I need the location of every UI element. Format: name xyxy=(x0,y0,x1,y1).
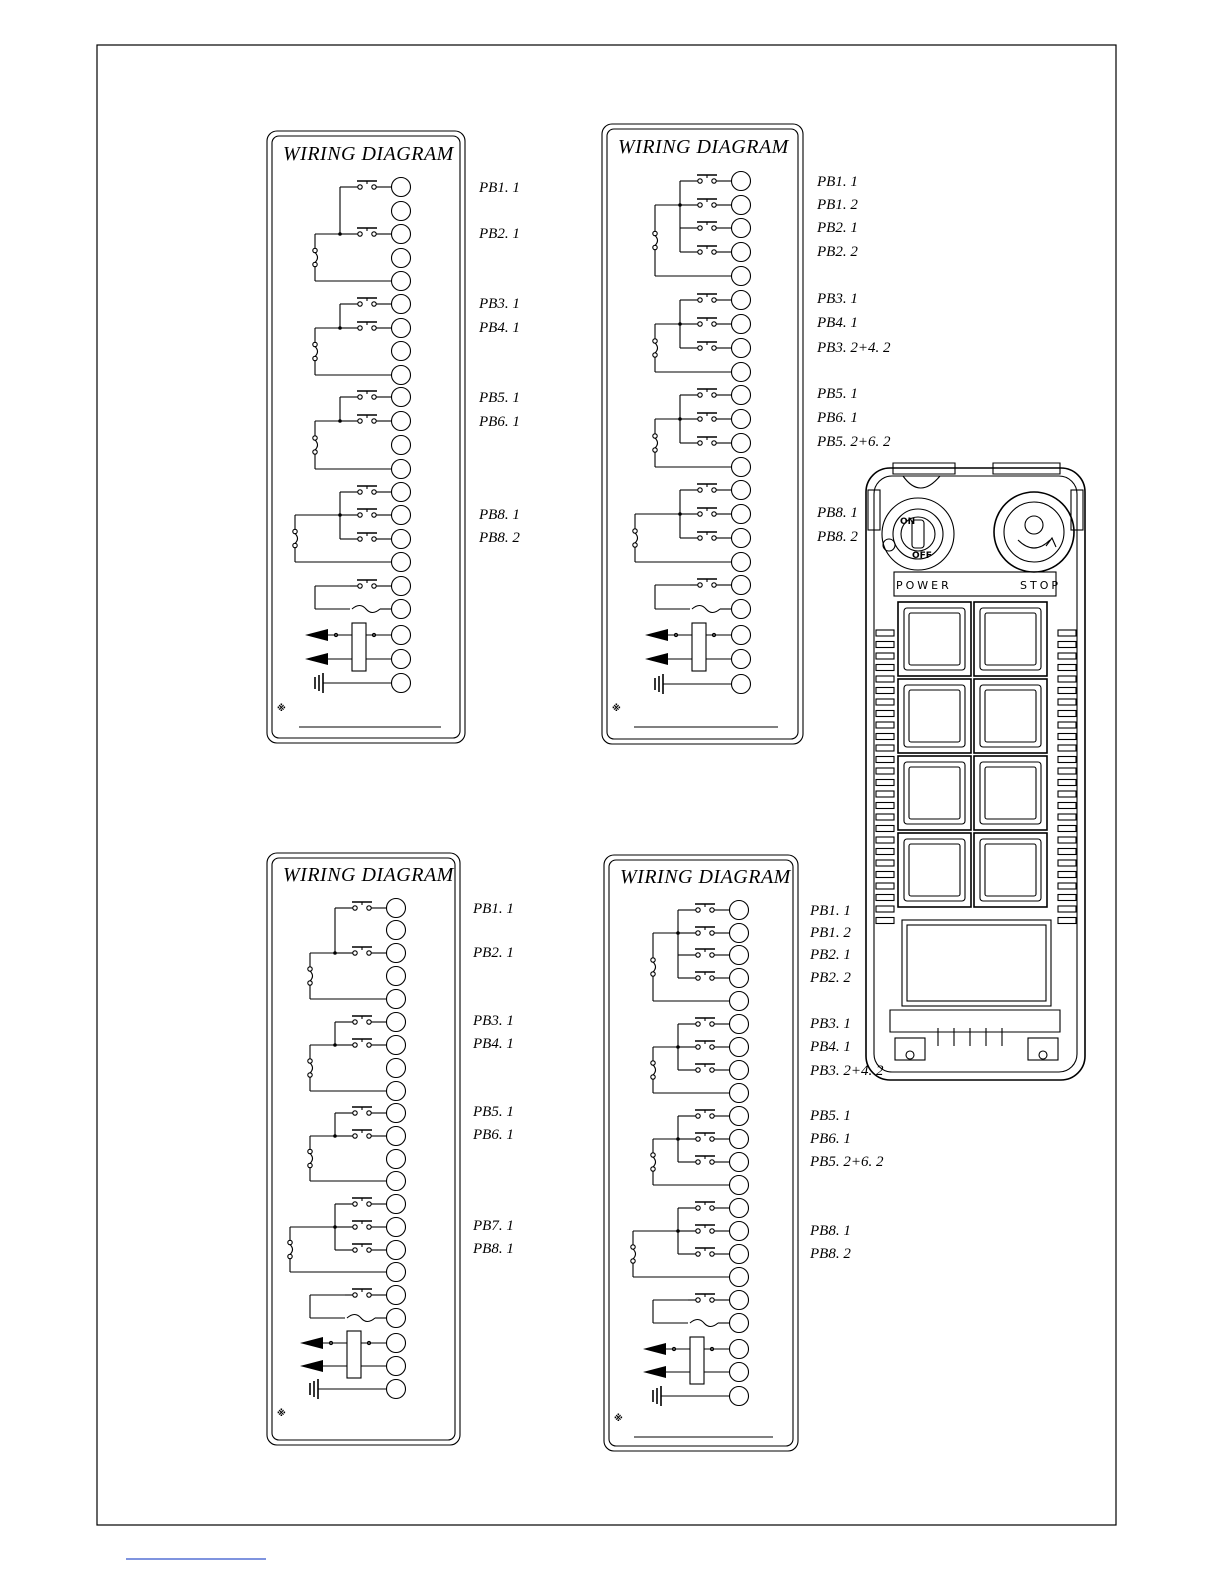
terminal-circle-icon xyxy=(730,1268,749,1287)
panel-title: WIRING DIAGRAM xyxy=(618,136,789,158)
terminal-circle-icon xyxy=(730,1176,749,1195)
push-switch-icon xyxy=(690,318,728,326)
terminal-circle-icon xyxy=(732,291,751,310)
terminal-circle-icon xyxy=(387,1309,406,1328)
pin-label: PB5. 1 xyxy=(479,390,520,406)
terminal-circle-icon xyxy=(387,1286,406,1305)
grip-rib xyxy=(876,768,894,774)
terminal-circle-icon xyxy=(387,1104,406,1123)
terminal-circle-icon xyxy=(730,1387,749,1406)
terminal-circle-icon xyxy=(730,1015,749,1034)
push-switch-icon xyxy=(690,222,728,230)
fuse-icon xyxy=(653,434,658,452)
grip-rib xyxy=(1058,906,1076,912)
terminal-circle-icon xyxy=(730,1314,749,1333)
terminal-circle-icon xyxy=(392,295,411,314)
pin-label: PB4. 1 xyxy=(817,315,858,331)
grip-rib xyxy=(1058,665,1076,671)
pin-label: PB3. 2+4. 2 xyxy=(810,1063,884,1079)
asterisk-icon: ※ xyxy=(277,704,286,714)
terminal-circle-icon xyxy=(732,505,751,524)
push-switch-icon xyxy=(350,580,388,588)
ground-icon xyxy=(315,673,323,693)
grip-rib xyxy=(876,642,894,648)
fuse-icon xyxy=(308,1149,313,1167)
grip-rib xyxy=(876,711,894,717)
terminal-circle-icon xyxy=(392,483,411,502)
pin-label: PB4. 1 xyxy=(810,1039,851,1055)
grip-rib xyxy=(1058,814,1076,820)
terminal-circle-icon xyxy=(387,899,406,918)
terminal-circle-icon xyxy=(732,315,751,334)
fuse-icon xyxy=(308,1059,313,1077)
push-switch-icon xyxy=(690,294,728,302)
terminal-circle-icon xyxy=(732,386,751,405)
pin-label: PB8. 2 xyxy=(817,529,858,545)
push-switch-icon xyxy=(345,1244,383,1252)
asterisk-icon: ※ xyxy=(612,704,621,714)
fuse-icon xyxy=(653,231,658,249)
pin-label: PB6. 1 xyxy=(817,410,858,426)
pin-label: PB2. 1 xyxy=(810,947,851,963)
push-button-grid xyxy=(898,602,1047,907)
terminal-circle-icon xyxy=(732,339,751,358)
pin-label: PB4. 1 xyxy=(473,1036,514,1052)
terminal-circle-icon xyxy=(730,1130,749,1149)
grip-rib xyxy=(1058,642,1076,648)
grip-rib xyxy=(1058,895,1076,901)
grip-rib xyxy=(876,872,894,878)
grip-rib xyxy=(1058,757,1076,763)
push-switch-icon xyxy=(688,1225,726,1233)
push-button-7 xyxy=(898,833,971,907)
push-switch-icon xyxy=(350,181,388,189)
grip-rib xyxy=(1058,791,1076,797)
fuse-icon xyxy=(651,958,656,976)
grip-rib xyxy=(876,653,894,659)
push-switch-icon xyxy=(690,437,728,445)
push-switch-icon xyxy=(688,1248,726,1256)
terminal-circle-icon xyxy=(387,1172,406,1191)
push-switch-icon xyxy=(688,1156,726,1164)
terminal-circle-icon xyxy=(387,1127,406,1146)
grip-rib xyxy=(876,860,894,866)
ground-icon xyxy=(310,1379,318,1399)
terminal-circle-icon xyxy=(392,553,411,572)
grip-rib xyxy=(1058,711,1076,717)
key-off-label: OFF xyxy=(912,551,932,561)
terminal-circle-icon xyxy=(392,436,411,455)
terminal-circle-icon xyxy=(730,901,749,920)
grip-rib xyxy=(1058,883,1076,889)
grip-rib xyxy=(876,826,894,832)
push-switch-icon xyxy=(350,298,388,306)
push-switch-icon xyxy=(345,1289,383,1297)
key-on-label: ON xyxy=(900,517,916,527)
wiring-panel-2 xyxy=(602,124,891,744)
push-switch-icon xyxy=(690,508,728,516)
grip-rib xyxy=(1058,826,1076,832)
push-switch-icon xyxy=(690,484,728,492)
terminal-circle-icon xyxy=(392,460,411,479)
terminal-circle-icon xyxy=(732,196,751,215)
terminal-circle-icon xyxy=(387,1082,406,1101)
grip-rib xyxy=(1058,837,1076,843)
terminal-circle-icon xyxy=(392,577,411,596)
terminal-circle-icon xyxy=(387,1357,406,1376)
fuse-icon xyxy=(308,967,313,985)
push-switch-icon xyxy=(688,949,726,957)
grip-rib xyxy=(876,895,894,901)
asterisk-icon: ※ xyxy=(277,1409,286,1419)
push-switch-icon xyxy=(690,175,728,183)
pin-label: PB8. 1 xyxy=(817,505,858,521)
grip-rib xyxy=(1058,722,1076,728)
terminal-circle-icon xyxy=(730,1291,749,1310)
push-switch-icon xyxy=(345,1221,383,1229)
asterisk-icon: ※ xyxy=(614,1414,623,1424)
circuit-3 xyxy=(288,899,406,1400)
terminal-circle-icon xyxy=(730,1084,749,1103)
arrow-icon xyxy=(645,653,668,665)
terminal-circle-icon xyxy=(392,366,411,385)
grip-rib xyxy=(876,676,894,682)
circuit-1 xyxy=(293,178,411,694)
terminal-circle-icon xyxy=(730,1107,749,1126)
terminal-circle-icon xyxy=(732,600,751,619)
grip-rib xyxy=(1058,745,1076,751)
terminal-circle-icon xyxy=(730,1363,749,1382)
push-switch-icon xyxy=(688,1041,726,1049)
grip-rib xyxy=(876,883,894,889)
grip-rib xyxy=(876,906,894,912)
terminal-circle-icon xyxy=(392,388,411,407)
pin-label: PB8. 2 xyxy=(479,530,520,546)
terminal-circle-icon xyxy=(387,1150,406,1169)
terminal-circle-icon xyxy=(387,1059,406,1078)
arrow-icon xyxy=(305,653,328,665)
push-button-8 xyxy=(974,833,1047,907)
terminal-circle-icon xyxy=(730,924,749,943)
terminal-circle-icon xyxy=(732,410,751,429)
pin-label: PB5. 2+6. 2 xyxy=(810,1154,884,1170)
grip-rib xyxy=(1058,676,1076,682)
terminal-circle-icon xyxy=(392,626,411,645)
terminal-circle-icon xyxy=(387,944,406,963)
pin-label: PB5. 1 xyxy=(473,1104,514,1120)
grip-rib xyxy=(876,630,894,636)
fuse-icon xyxy=(651,1153,656,1171)
push-switch-icon xyxy=(688,927,726,935)
grip-rib xyxy=(876,918,894,924)
terminal-circle-icon xyxy=(392,600,411,619)
pin-label: PB1. 1 xyxy=(473,901,514,917)
push-switch-icon xyxy=(345,902,383,910)
terminal-circle-icon xyxy=(387,1036,406,1055)
fuse-icon xyxy=(293,529,298,547)
fuse-icon xyxy=(651,1061,656,1079)
pin-label: PB1. 2 xyxy=(817,197,858,213)
push-switch-icon xyxy=(688,1202,726,1210)
terminal-circle-icon xyxy=(387,1195,406,1214)
push-switch-icon xyxy=(688,1064,726,1072)
pin-label: PB2. 2 xyxy=(817,244,858,260)
terminal-circle-icon xyxy=(732,363,751,382)
push-switch-icon xyxy=(345,1198,383,1206)
pin-label: PB7. 1 xyxy=(473,1218,514,1234)
terminal-circle-icon xyxy=(730,946,749,965)
stop-label: STOP xyxy=(1020,579,1061,592)
arrow-icon xyxy=(305,629,328,641)
pin-label: PB3. 1 xyxy=(473,1013,514,1029)
terminal-circle-icon xyxy=(392,650,411,669)
push-switch-icon xyxy=(690,532,728,540)
terminal-circle-icon xyxy=(732,458,751,477)
terminal-circle-icon xyxy=(387,1241,406,1260)
ground-icon xyxy=(655,674,663,694)
grip-rib xyxy=(876,780,894,786)
push-switch-icon xyxy=(688,1133,726,1141)
terminal-circle-icon xyxy=(732,626,751,645)
arrow-icon xyxy=(645,629,668,641)
pin-label: PB1. 1 xyxy=(810,903,851,919)
push-switch-icon xyxy=(350,391,388,399)
arrow-icon xyxy=(300,1337,323,1349)
terminal-circle-icon xyxy=(730,1153,749,1172)
pin-label: PB6. 1 xyxy=(479,414,520,430)
terminal-circle-icon xyxy=(732,434,751,453)
terminal-circle-icon xyxy=(387,990,406,1009)
push-switch-icon xyxy=(688,972,726,980)
push-button-5 xyxy=(898,756,971,830)
fuse-icon xyxy=(653,339,658,357)
circuit-2 xyxy=(633,172,751,695)
pendant-controller xyxy=(866,463,1085,1080)
terminal-circle-icon xyxy=(387,1218,406,1237)
terminal-circle-icon xyxy=(392,674,411,693)
push-switch-icon xyxy=(350,415,388,423)
grip-rib xyxy=(1058,860,1076,866)
push-switch-icon xyxy=(350,533,388,541)
fuse-icon xyxy=(692,606,720,613)
push-switch-icon xyxy=(345,947,383,955)
arrow-icon xyxy=(643,1343,666,1355)
grip-rib xyxy=(876,745,894,751)
terminal-circle-icon xyxy=(732,553,751,572)
pin-label: PB5. 1 xyxy=(810,1108,851,1124)
pin-label: PB5. 1 xyxy=(817,386,858,402)
fuse-icon xyxy=(313,248,318,266)
grip-rib xyxy=(1058,803,1076,809)
grip-rib xyxy=(1058,630,1076,636)
grip-rib xyxy=(1058,734,1076,740)
terminal-circle-icon xyxy=(392,412,411,431)
grip-rib xyxy=(876,791,894,797)
push-switch-icon xyxy=(350,509,388,517)
pin-label: PB3. 2+4. 2 xyxy=(817,340,891,356)
arrow-icon xyxy=(643,1366,666,1378)
wiring-panel-1 xyxy=(267,131,520,743)
push-switch-icon xyxy=(690,579,728,587)
grip-rib xyxy=(876,688,894,694)
terminal-circle-icon xyxy=(392,272,411,291)
terminal-circle-icon xyxy=(732,267,751,286)
arrow-icon xyxy=(300,1360,323,1372)
terminal-circle-icon xyxy=(730,1038,749,1057)
terminal-circle-icon xyxy=(392,530,411,549)
pin-label: PB2. 1 xyxy=(817,220,858,236)
grip-rib xyxy=(1058,653,1076,659)
terminal-circle-icon xyxy=(392,506,411,525)
pin-label: PB1. 2 xyxy=(810,925,851,941)
pin-label: PB8. 1 xyxy=(479,507,520,523)
push-button-1 xyxy=(898,602,971,676)
grip-rib xyxy=(1058,872,1076,878)
terminal-circle-icon xyxy=(387,921,406,940)
terminal-circle-icon xyxy=(730,1222,749,1241)
terminal-circle-icon xyxy=(392,225,411,244)
fuse-icon xyxy=(690,1320,718,1327)
terminal-circle-icon xyxy=(732,529,751,548)
terminal-circle-icon xyxy=(387,1013,406,1032)
grip-rib xyxy=(876,665,894,671)
grip-rib xyxy=(1058,768,1076,774)
push-button-4 xyxy=(974,679,1047,753)
pin-label: PB1. 1 xyxy=(479,180,520,196)
terminal-circle-icon xyxy=(392,202,411,221)
terminal-circle-icon xyxy=(732,675,751,694)
pin-label: PB8. 1 xyxy=(473,1241,514,1257)
push-switch-icon xyxy=(690,342,728,350)
circuit-4 xyxy=(631,901,749,1407)
terminal-circle-icon xyxy=(387,1263,406,1282)
push-switch-icon xyxy=(688,1294,726,1302)
pin-label: PB6. 1 xyxy=(810,1131,851,1147)
fuse-icon xyxy=(288,1240,293,1258)
grip-rib xyxy=(876,722,894,728)
pin-label: PB4. 1 xyxy=(479,320,520,336)
grip-rib xyxy=(876,837,894,843)
pin-label: PB8. 2 xyxy=(810,1246,851,1262)
grip-rib xyxy=(876,849,894,855)
fuse-icon xyxy=(313,436,318,454)
terminal-circle-icon xyxy=(392,178,411,197)
push-switch-icon xyxy=(688,904,726,912)
terminal-circle-icon xyxy=(732,219,751,238)
push-button-6 xyxy=(974,756,1047,830)
terminal-circle-icon xyxy=(730,992,749,1011)
grip-rib xyxy=(876,757,894,763)
push-button-3 xyxy=(898,679,971,753)
ground-icon xyxy=(653,1386,661,1406)
push-switch-icon xyxy=(688,1110,726,1118)
terminal-circle-icon xyxy=(732,576,751,595)
panel-title: WIRING DIAGRAM xyxy=(620,866,791,888)
terminal-circle-icon xyxy=(387,1334,406,1353)
pin-label: PB2. 1 xyxy=(479,226,520,242)
terminal-circle-icon xyxy=(387,967,406,986)
fuse-icon xyxy=(631,1245,636,1263)
push-switch-icon xyxy=(690,199,728,207)
push-switch-icon xyxy=(690,246,728,254)
push-switch-icon xyxy=(345,1016,383,1024)
fuse-icon xyxy=(633,529,638,547)
grip-rib xyxy=(876,699,894,705)
grip-rib xyxy=(1058,699,1076,705)
push-switch-icon xyxy=(690,413,728,421)
panel-title: WIRING DIAGRAM xyxy=(283,143,454,165)
terminal-circle-icon xyxy=(732,650,751,669)
key-switch-icon xyxy=(882,498,954,570)
emergency-stop-icon xyxy=(994,492,1074,572)
grip-rib xyxy=(876,803,894,809)
push-switch-icon xyxy=(688,1018,726,1026)
push-switch-icon xyxy=(350,228,388,236)
fuse-icon xyxy=(347,1315,375,1322)
terminal-circle-icon xyxy=(730,1061,749,1080)
pin-label: PB2. 2 xyxy=(810,970,851,986)
terminal-circle-icon xyxy=(732,172,751,191)
pin-label: PB1. 1 xyxy=(817,174,858,190)
pin-label: PB8. 1 xyxy=(810,1223,851,1239)
terminal-circle-icon xyxy=(732,481,751,500)
wiring-panel-4 xyxy=(604,855,884,1451)
terminal-circle-icon xyxy=(387,1380,406,1399)
pin-label: PB6. 1 xyxy=(473,1127,514,1143)
push-switch-icon xyxy=(345,1039,383,1047)
terminal-circle-icon xyxy=(392,249,411,268)
push-switch-icon xyxy=(350,322,388,330)
terminal-circle-icon xyxy=(730,1199,749,1218)
grip-rib xyxy=(1058,918,1076,924)
pin-label: PB3. 1 xyxy=(810,1016,851,1032)
grip-rib xyxy=(876,734,894,740)
panel-title: WIRING DIAGRAM xyxy=(283,864,454,886)
push-switch-icon xyxy=(690,389,728,397)
terminal-circle-icon xyxy=(730,1340,749,1359)
grip-rib xyxy=(1058,688,1076,694)
grip-rib xyxy=(876,814,894,820)
pin-label: PB3. 1 xyxy=(817,291,858,307)
terminal-circle-icon xyxy=(730,969,749,988)
pin-label: PB5. 2+6. 2 xyxy=(817,434,891,450)
push-button-2 xyxy=(974,602,1047,676)
terminal-circle-icon xyxy=(392,319,411,338)
wiring-panel-3 xyxy=(267,853,514,1445)
fuse-icon xyxy=(313,342,318,360)
power-label: POWER xyxy=(896,579,952,592)
pin-label: PB2. 1 xyxy=(473,945,514,961)
grip-rib xyxy=(1058,849,1076,855)
push-switch-icon xyxy=(350,486,388,494)
terminal-circle-icon xyxy=(730,1245,749,1264)
push-switch-icon xyxy=(345,1107,383,1115)
grip-ribs xyxy=(876,630,1076,924)
grip-rib xyxy=(1058,780,1076,786)
fuse-icon xyxy=(352,606,380,613)
terminal-circle-icon xyxy=(732,243,751,262)
terminal-circle-icon xyxy=(392,342,411,361)
pin-label: PB3. 1 xyxy=(479,296,520,312)
push-switch-icon xyxy=(345,1130,383,1138)
